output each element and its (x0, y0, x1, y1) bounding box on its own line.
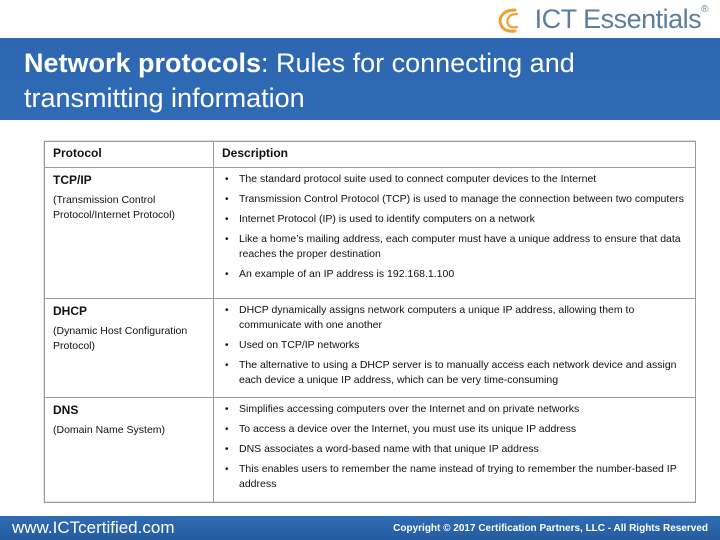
bullet-icon: • (225, 360, 229, 371)
protocol-fullname: (Dynamic Host Configuration Protocol) (53, 325, 188, 352)
list-item: • The standard protocol suite used to connect computer devices to the Internet (225, 173, 597, 185)
protocol-fullname: (Transmission Control Protocol/Internet Protocol) (53, 194, 175, 221)
bullet-list (222, 402, 687, 492)
list-item: • Internet Protocol (IP) is used to identify computers on a network (225, 213, 535, 225)
bullet-icon: • (225, 194, 229, 205)
bullet-icon: • (225, 305, 229, 316)
list-item: • Simplifies accessing computers over the Internet and on private networks (225, 403, 580, 415)
ict-globe-icon (495, 6, 529, 34)
list-item: • Transmission Control Protocol (TCP) is used to manage the connection between two computers (225, 193, 684, 205)
bullet-icon: • (225, 340, 229, 351)
list-item: • The alternative to using a DHCP server is to manually access each network device and assign each device a unique IP address, which can be very time-consuming (225, 359, 677, 386)
bullet-list (222, 172, 687, 282)
protocol-name: DHCP (53, 304, 88, 318)
list-item: • To access a device over the Internet, you must use its unique IP address (225, 423, 577, 435)
list-item: • Like a home’s mailing address, each computer must have a unique address to ensure that data reaches the proper destination (225, 233, 681, 260)
bullet-icon: • (225, 464, 229, 475)
list-item: • An example of an IP address is 192.168.1.100 (225, 268, 455, 280)
table-row (45, 168, 696, 299)
table-header-row (45, 142, 696, 168)
list-item: • Used on TCP/IP networks (225, 339, 360, 351)
bullet-icon: • (225, 444, 229, 455)
footer-bar (0, 516, 720, 540)
list-item: • DHCP dynamically assigns network computers a unique IP address, allowing them to communicate with one another (225, 304, 635, 331)
list-item: • DNS associates a word-based name with that unique IP address (225, 443, 539, 455)
header-description: Description (214, 142, 696, 168)
title-strong: Network protocols (24, 48, 262, 78)
protocol-table-container (44, 141, 695, 501)
protocol-name: TCP/IP (53, 173, 92, 187)
protocol-cell-tcpip (45, 168, 214, 299)
table-row (45, 299, 696, 398)
logo-wordmark: ICT Essentials® (534, 4, 708, 34)
footer-copyright: Copyright © 2017 Certification Partners, LLC - All Rights Reserved (393, 522, 708, 534)
bullet-icon: • (225, 174, 229, 185)
bullet-icon: • (225, 404, 229, 415)
protocol-cell-dns (45, 398, 214, 503)
description-cell-dhcp (214, 299, 696, 398)
bullet-icon: • (225, 269, 229, 280)
list-item: • This enables users to remember the name instead of trying to remember the number-based IP address (225, 463, 677, 490)
bullet-icon: • (225, 214, 229, 225)
protocol-name: DNS (53, 403, 79, 417)
slide-title (24, 46, 704, 116)
footer-url-link[interactable]: www.ICTcertified.com (12, 518, 175, 537)
description-cell-tcpip (214, 168, 696, 299)
bullet-icon: • (225, 234, 229, 245)
protocol-table (44, 141, 696, 503)
bullet-list (222, 303, 687, 388)
ict-essentials-logo (495, 4, 708, 35)
title-rest: : Rules for connecting and transmitting information (24, 48, 575, 113)
table-row (45, 398, 696, 503)
description-cell-dns (214, 398, 696, 503)
bullet-icon: • (225, 424, 229, 435)
header-protocol: Protocol (45, 142, 214, 168)
protocol-cell-dhcp (45, 299, 214, 398)
protocol-fullname: (Domain Name System) (53, 424, 166, 436)
